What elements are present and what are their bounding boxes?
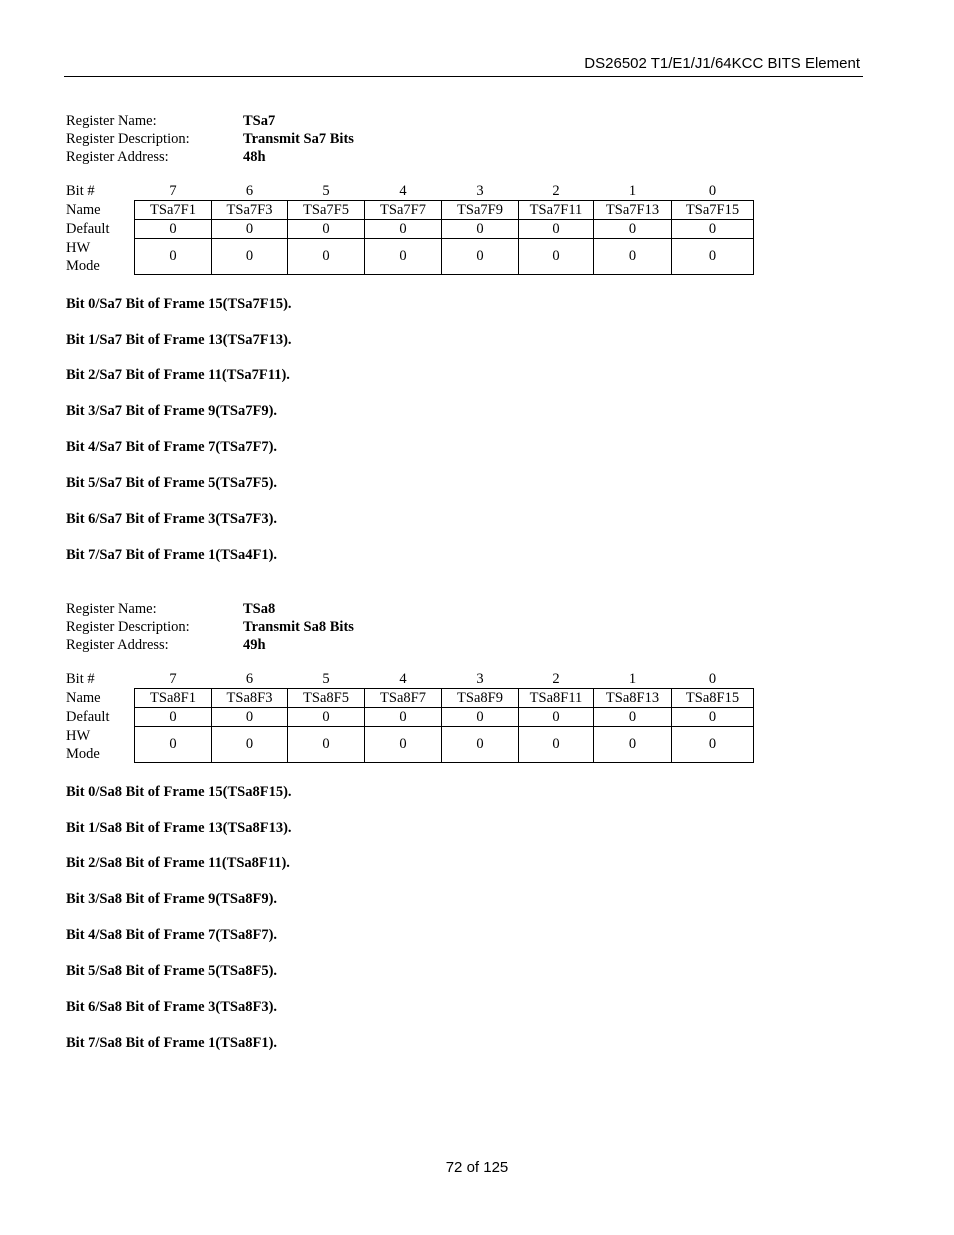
bit-number-row	[66, 670, 754, 689]
hw-mode-row	[66, 239, 754, 275]
bit-number: 3	[476, 182, 484, 199]
default-cell: 0	[519, 220, 594, 239]
bit-number-label: Bit #	[66, 182, 95, 199]
hw-mode-cell: 0	[135, 239, 212, 275]
register-name-row	[66, 600, 766, 618]
bit-number-label: Bit #	[66, 670, 95, 687]
hw-mode-cell: 0	[212, 727, 288, 763]
bit-name-cell: TSa8F15	[672, 689, 754, 708]
bit-name-cell: TSa7F9	[442, 201, 519, 220]
hw-mode-cell: 0	[594, 239, 672, 275]
bit-number: 1	[628, 670, 637, 687]
bit-number: 7	[169, 182, 177, 199]
register-name-label: Register Name:	[66, 601, 157, 617]
hw-mode-cell: 0	[672, 727, 754, 763]
register-address-value: 49h	[243, 637, 266, 653]
default-cell: 0	[519, 708, 594, 727]
hw-mode-label-line1: HW	[66, 727, 91, 744]
register-section-tsa8	[66, 600, 766, 1051]
register-description-value: Transmit Sa8 Bits	[243, 619, 354, 635]
bit-number: 0	[708, 182, 717, 199]
default-row	[66, 220, 754, 239]
bit-number: 4	[399, 182, 407, 199]
register-name-value: TSa7	[243, 113, 276, 129]
register-description-label: Register Description:	[66, 619, 190, 635]
hw-mode-cell: 0	[288, 727, 365, 763]
bit-number: 5	[322, 670, 330, 687]
bit-number: 3	[476, 670, 484, 687]
hw-mode-label	[66, 727, 135, 763]
bit-name-cell: TSa8F7	[365, 689, 442, 708]
bit-number: 2	[552, 182, 560, 199]
hw-mode-cell: 0	[365, 727, 442, 763]
bit-name-cell: TSa8F3	[212, 689, 288, 708]
register-address-label: Register Address:	[66, 637, 169, 653]
hw-mode-cell: 0	[288, 239, 365, 275]
hw-mode-cell: 0	[212, 239, 288, 275]
default-cell: 0	[442, 220, 519, 239]
hw-mode-label-line2: Mode	[66, 745, 100, 762]
register-description-row	[66, 130, 766, 148]
bit-description: Bit 5/Sa7 Bit of Frame 5(TSa7F5).	[66, 475, 278, 491]
hw-mode-cell: 0	[442, 239, 519, 275]
bit-name-row	[66, 689, 754, 708]
bit-description: Bit 2/Sa7 Bit of Frame 11(TSa7F11).	[66, 367, 290, 383]
default-row	[66, 708, 754, 727]
hw-mode-label-line2: Mode	[66, 257, 100, 274]
bit-name-cell: TSa8F1	[135, 689, 212, 708]
default-cell: 0	[135, 708, 212, 727]
default-cell: 0	[135, 220, 212, 239]
hw-mode-cell: 0	[519, 239, 594, 275]
register-name-label: Register Name:	[66, 113, 157, 129]
register-name-value: TSa8	[243, 601, 276, 617]
register-address-value: 48h	[243, 149, 266, 165]
default-cell: 0	[288, 708, 365, 727]
bit-description: Bit 2/Sa8 Bit of Frame 11(TSa8F11).	[66, 855, 290, 871]
bit-name-cell: TSa8F13	[594, 689, 672, 708]
hw-mode-label	[66, 239, 135, 275]
register-section-tsa7	[66, 112, 766, 563]
bit-description: Bit 6/Sa7 Bit of Frame 3(TSa7F3).	[66, 511, 278, 527]
bit-name-cell: TSa7F3	[212, 201, 288, 220]
default-cell: 0	[672, 220, 754, 239]
register-address-label: Register Address:	[66, 149, 169, 165]
bit-name-cell: TSa7F1	[135, 201, 212, 220]
bit-number: 5	[322, 182, 330, 199]
register-description-row	[66, 618, 766, 636]
hw-mode-cell: 0	[519, 727, 594, 763]
register-address-row	[66, 636, 766, 654]
document-header-title: DS26502 T1/E1/J1/64KCC BITS Element	[584, 55, 860, 72]
hw-mode-cell: 0	[135, 727, 212, 763]
register-name-row	[66, 112, 766, 130]
bit-name-cell: TSa7F5	[288, 201, 365, 220]
default-cell: 0	[594, 708, 672, 727]
bit-description: Bit 3/Sa8 Bit of Frame 9(TSa8F9).	[66, 891, 278, 907]
bit-name-cell: TSa7F7	[365, 201, 442, 220]
bit-number: 4	[399, 670, 407, 687]
default-cell: 0	[212, 220, 288, 239]
bit-name-label: Name	[66, 689, 101, 706]
bit-number: 6	[245, 670, 254, 687]
bit-number: 1	[628, 182, 637, 199]
bit-name-label: Name	[66, 201, 101, 218]
bit-description: Bit 7/Sa8 Bit of Frame 1(TSa8F1).	[66, 1035, 278, 1051]
bit-table	[66, 182, 754, 275]
bit-number: 2	[552, 670, 560, 687]
bit-description: Bit 4/Sa8 Bit of Frame 7(TSa8F7).	[66, 927, 278, 943]
bit-table	[66, 670, 754, 763]
bit-name-cell: TSa8F9	[442, 689, 519, 708]
hw-mode-cell: 0	[672, 239, 754, 275]
hw-mode-row	[66, 727, 754, 763]
bit-description: Bit 0/Sa7 Bit of Frame 15(TSa7F15).	[66, 296, 292, 312]
bit-number: 0	[708, 670, 717, 687]
default-cell: 0	[212, 708, 288, 727]
bit-description: Bit 0/Sa8 Bit of Frame 15(TSa8F15).	[66, 784, 292, 800]
bit-name-cell: TSa7F13	[594, 201, 672, 220]
bit-description: Bit 6/Sa8 Bit of Frame 3(TSa8F3).	[66, 999, 278, 1015]
bit-description: Bit 1/Sa7 Bit of Frame 13(TSa7F13).	[66, 332, 292, 348]
default-label: Default	[66, 708, 110, 725]
bit-name-cell: TSa7F15	[672, 201, 754, 220]
bit-description: Bit 3/Sa7 Bit of Frame 9(TSa7F9).	[66, 403, 278, 419]
register-description-value: Transmit Sa7 Bits	[243, 131, 354, 147]
bit-description: Bit 7/Sa7 Bit of Frame 1(TSa4F1).	[66, 547, 278, 563]
header-divider	[64, 76, 863, 77]
bit-number: 6	[245, 182, 254, 199]
default-cell: 0	[672, 708, 754, 727]
hw-mode-cell: 0	[365, 239, 442, 275]
bit-name-cell: TSa8F11	[519, 689, 594, 708]
bit-description: Bit 1/Sa8 Bit of Frame 13(TSa8F13).	[66, 820, 292, 836]
bit-description: Bit 4/Sa7 Bit of Frame 7(TSa7F7).	[66, 439, 278, 455]
hw-mode-cell: 0	[442, 727, 519, 763]
default-label: Default	[66, 220, 110, 237]
default-cell: 0	[365, 220, 442, 239]
bit-number: 7	[169, 670, 177, 687]
hw-mode-label-line1: HW	[66, 239, 91, 256]
default-cell: 0	[442, 708, 519, 727]
register-description-label: Register Description:	[66, 131, 190, 147]
bit-number-row	[66, 182, 754, 201]
register-address-row	[66, 148, 766, 166]
hw-mode-cell: 0	[594, 727, 672, 763]
bit-description: Bit 5/Sa8 Bit of Frame 5(TSa8F5).	[66, 963, 278, 979]
default-cell: 0	[288, 220, 365, 239]
bit-name-row	[66, 201, 754, 220]
bit-name-cell: TSa8F5	[288, 689, 365, 708]
default-cell: 0	[365, 708, 442, 727]
default-cell: 0	[594, 220, 672, 239]
page-number: 72 of 125	[445, 1159, 509, 1176]
bit-name-cell: TSa7F11	[519, 201, 594, 220]
